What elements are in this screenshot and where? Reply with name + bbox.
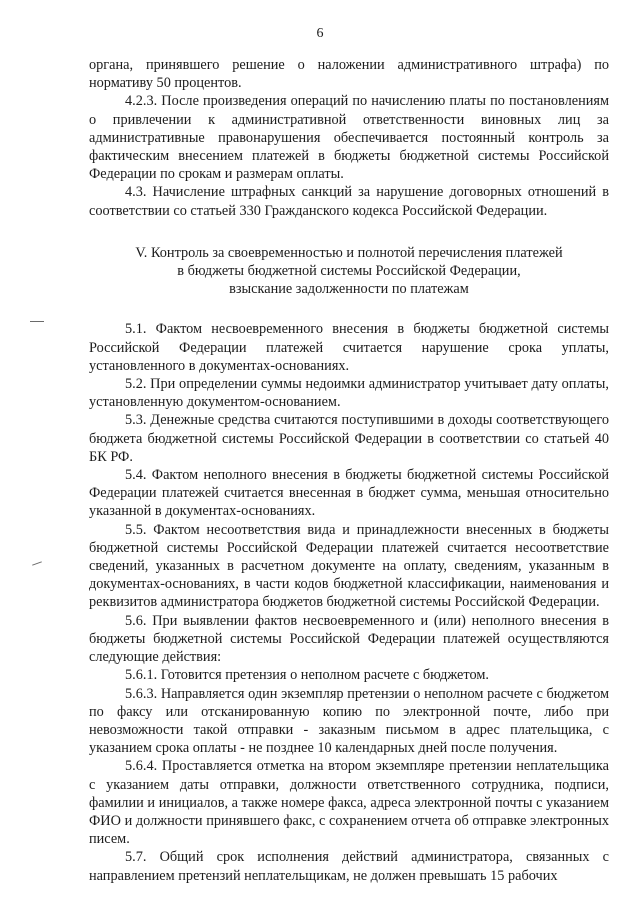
- scan-mark: [32, 561, 42, 565]
- paragraph: 5.6.1. Готовится претензия о неполном расчете с бюджетом.: [125, 667, 489, 684]
- section-heading-line: V. Контроль за своевременностью и полнотой перечисления платежей: [135, 244, 563, 261]
- paragraph: 5.5. Фактом несоответствия вида и принадлежности внесенных в бюджеты бюджетной системы Российской Федерации платежей считается несоответствие сведений, указанных в расчетном документе на оплату, сведениям, указанным в документах-основаниях, в части кодов бюджетной классификации, наименования и реквизитов администратора бюджетов бюджетной системы Российской Федерации.: [89, 521, 609, 611]
- paragraph: 4.3. Начисление штрафных санкций за нарушение договорных отношений в соответствии со статьей 330 Гражданского кодекса Российской Федерации.: [89, 184, 609, 219]
- section-heading-line: в бюджеты бюджетной системы Российской Федерации,: [177, 263, 521, 280]
- paragraph: 5.7. Общий срок исполнения действий администратора, связанных с направлением претензий неплательщикам, не должен превышать 15 рабочих: [89, 849, 609, 884]
- paragraph: 5.6. При выявлении фактов несвоевременного и (или) неполного внесения в бюджеты бюджетной системы Российской Федерации платежей осуществляются следующие действия:: [89, 612, 609, 666]
- paragraph: 5.6.3. Направляется один экземпляр претензии о неполном расчете с бюджетом по факсу или отсканированную копию по электронной почте, либо при невозможности такой отправки - заказным письмом в адрес плательщика, с указанием срока оплаты - не позднее 10 календарных дней после получения.: [89, 685, 609, 757]
- paragraph: 5.2. При определении суммы недоимки администратор учитывает дату оплаты, установленную документом-основанием.: [89, 376, 609, 411]
- paragraph: 5.6.4. Проставляется отметка на втором экземпляре претензии неплательщика с указанием даты отправки, должности ответственного сотрудника, подписи, фамилии и инициалов, а также номере факса, адреса электронной почты с указанием ФИО и должности принявшего факс, с сохранением отчета об отправке электронных писем.: [89, 758, 609, 848]
- paragraph: 4.2.3. После произведения операций по начислению платы по постановлениям о привлечении к административной ответственности виновных лиц за административные правонарушения обеспечивается постоянный контроль за фактическим внесением платежей в бюджеты бюджетной системы Российской Федерации по срокам и размерам оплаты.: [89, 93, 609, 183]
- document-body: [89, 56, 609, 885]
- paragraph: 5.4. Фактом неполного внесения в бюджеты бюджетной системы Российской Федерации платежей считается внесенная в бюджет сумма, меньшая относительно указанной в документах-основаниях.: [89, 467, 609, 520]
- paragraph: 5.3. Денежные средства считаются поступившими в доходы соответствующего бюджета бюджетной системы Российской Федерации в соответствии со статьей 40 БК РФ.: [89, 412, 609, 465]
- paragraph: 5.1. Фактом несвоевременного внесения в бюджеты бюджетной системы Российской Федерации платежей считается нарушение срока уплаты, установленного в документах-основаниях.: [89, 321, 609, 374]
- scan-mark: [30, 321, 44, 322]
- paragraph: органа, принявшего решение о наложении административного штрафа) по нормативу 50 процентов.: [89, 57, 609, 92]
- page-number: 6: [316, 26, 324, 41]
- section-heading: [89, 244, 609, 299]
- section-heading-line: взыскание задолженности по платежам: [229, 281, 469, 298]
